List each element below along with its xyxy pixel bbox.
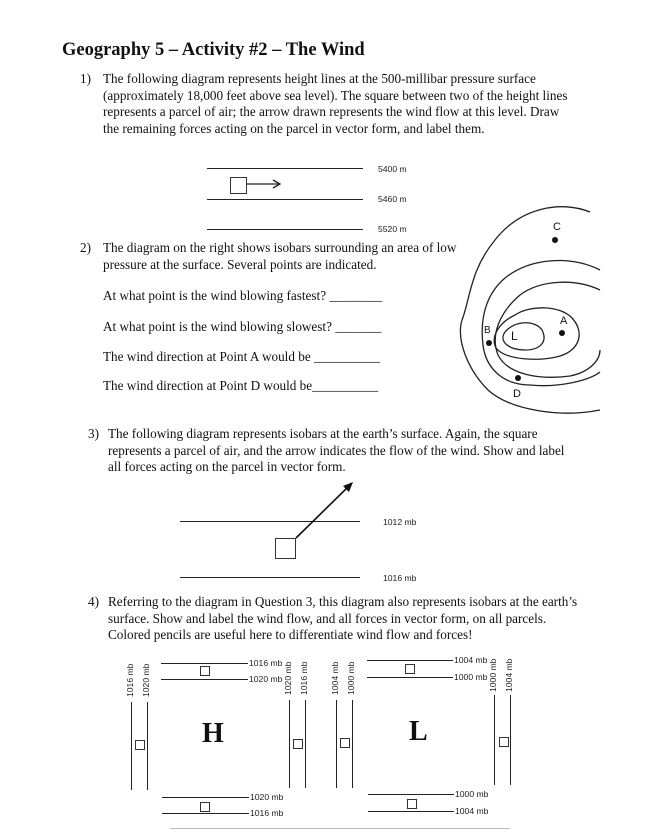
isobar-line (161, 663, 248, 664)
question-number: 2) (80, 240, 91, 255)
isobar-line (162, 797, 249, 798)
isobar-label: 1016 mb (249, 658, 283, 668)
text-line: all forces acting on the parcel in vector form. (108, 459, 346, 474)
prompt-slowest: At what point is the wind blowing slowest? _______ (103, 319, 382, 334)
height-label: 5460 m (378, 194, 407, 204)
air-parcel-square (407, 799, 417, 809)
isobar-line (147, 702, 148, 790)
prompt-point-a: The wind direction at Point A would be __________ (103, 349, 380, 364)
isobar-line (131, 702, 132, 790)
question-number: 1) (80, 71, 91, 86)
prompt-point-d: The wind direction at Point D would be__________ (103, 378, 379, 393)
question-text (108, 594, 628, 644)
text-line: Colored pencils are useful here to differentiate wind flow and forces! (108, 627, 473, 642)
text-line: the remaining forces acting on the parcel in vector form, and label them. (103, 120, 485, 136)
text-line: pressure at the surface. Several points are indicated. (103, 256, 377, 272)
isobar-label: 1000 mb (455, 789, 489, 799)
low-center-label: L (511, 329, 518, 343)
text-line: represents a parcel of air, and the arrow indicates the flow of the wind. Show and label (108, 442, 565, 458)
point-d-label: D (513, 388, 521, 400)
isobar-label: 1004 mb (455, 806, 489, 816)
air-parcel-square (340, 738, 350, 748)
text-line: The following diagram represents isobars at the earth’s surface. Again, the square (108, 426, 538, 441)
prompt-fastest: At what point is the wind blowing fastest? ________ (103, 288, 383, 303)
isobar-line (289, 700, 290, 788)
point-a-label: A (560, 315, 568, 327)
text-line: surface. Show and label the wind flow, and all forces in vector form, on all parcels. (108, 610, 547, 626)
air-parcel-square (499, 737, 509, 747)
isobar-line (161, 679, 248, 680)
isobar-label: 1000 mb (454, 672, 488, 682)
isobar-label: 1004 mb (454, 655, 488, 665)
low-center-label: L (409, 716, 428, 747)
isobar-line (510, 695, 511, 785)
isobar-label: 1020 mb (249, 674, 283, 684)
isobar-label: 1020 mb (283, 661, 293, 695)
air-parcel-square (200, 802, 210, 812)
isobar-line (352, 700, 353, 788)
isobar-line (336, 700, 337, 788)
isobar-label: 1004 mb (330, 661, 340, 695)
isobar-line (494, 695, 495, 785)
air-parcel-square (200, 666, 210, 676)
text-line: represents a parcel of air; the arrow drawn represents the wind flow at this level. Draw (103, 104, 560, 119)
isobar-label: 1016 mb (125, 663, 135, 697)
text-line: (approximately 18,000 feet above sea level). The square between two of the height lines (103, 87, 568, 103)
isobar-line (368, 811, 454, 812)
text-line: The following diagram represents height lines at the 500-millibar pressure surface (103, 71, 536, 86)
height-label: 5520 m (378, 224, 407, 234)
question-number: 3) (88, 426, 99, 441)
isobar-label: 1000 mb (346, 661, 356, 695)
isobar-label: 1016 mb (250, 808, 284, 818)
point-b-label: B (484, 325, 491, 336)
air-parcel-square (405, 664, 415, 674)
page-title: Geography 5 – Activity #2 – The Wind (62, 40, 365, 60)
isobar-line (367, 660, 453, 661)
isobar-line (367, 677, 453, 678)
isobar-label: 1020 mb (250, 792, 284, 802)
isobar-label: 1000 mb (488, 658, 498, 692)
text-line: Referring to the diagram in Question 3, this diagram also represents isobars at the earth’s (108, 594, 578, 609)
isobar-label: 1012 mb (383, 517, 417, 527)
scan-edge-line (170, 828, 510, 829)
isobar-line (305, 700, 306, 788)
isobar-label: 1004 mb (504, 658, 514, 692)
isobar-line (162, 813, 249, 814)
question-number: 4) (88, 594, 99, 609)
point-c-label: C (553, 221, 561, 233)
isobar-label: 1016 mb (383, 573, 417, 583)
air-parcel-square (135, 740, 145, 750)
isobar-label: 1020 mb (141, 663, 151, 697)
height-label: 5400 m (378, 164, 407, 174)
isobar-label: 1016 mb (299, 661, 309, 695)
high-center-label: H (202, 718, 224, 749)
air-parcel-square (293, 739, 303, 749)
text-line: The diagram on the right shows isobars surrounding an area of low (103, 240, 457, 255)
isobar-line (368, 794, 454, 795)
